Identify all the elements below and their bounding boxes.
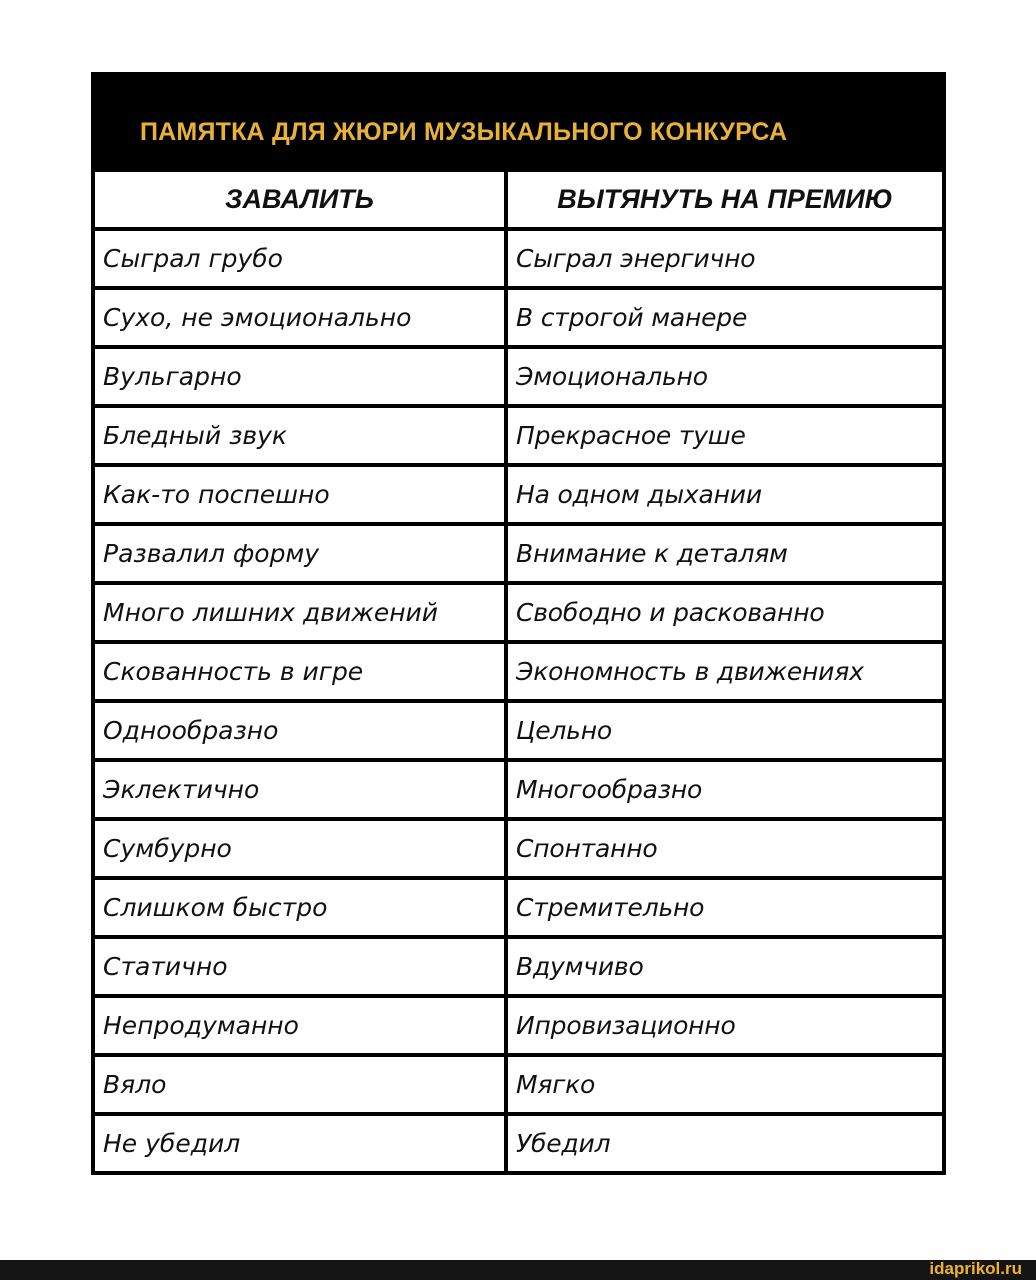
cell-text: Экономность в движениях (516, 657, 864, 686)
cell-text: Вульгарно (103, 362, 242, 391)
cell-text: Убедил (516, 1129, 611, 1158)
table-cell-fail (95, 290, 504, 345)
cell-text: Стремительно (516, 893, 705, 922)
table-cell-award (508, 585, 942, 640)
memo-card (91, 72, 946, 1175)
cell-text: Однообразно (103, 716, 279, 745)
table-cell-award (508, 349, 942, 404)
cell-text: В строгой манере (516, 303, 748, 332)
cell-text: Цельно (516, 716, 612, 745)
table-cell-award (508, 703, 942, 758)
cell-text: Не убедил (103, 1129, 241, 1158)
cell-text: Развалил форму (103, 539, 320, 568)
cell-text: Мягко (516, 1070, 596, 1099)
cell-text: Эмоционально (516, 362, 708, 391)
table-cell-award (508, 821, 942, 876)
column-header-award (508, 172, 942, 227)
table-cell-fail (95, 821, 504, 876)
table-cell-award (508, 880, 942, 935)
cell-text: Сумбурно (103, 834, 232, 863)
table-cell-fail (95, 939, 504, 994)
table-cell-fail (95, 1116, 504, 1171)
cell-text: Много лишних движений (103, 598, 439, 627)
page-title: ПАМЯТКА ДЛЯ ЖЮРИ МУЗЫКАЛЬНОГО КОНКУРСА (140, 117, 788, 146)
table-cell-award (508, 762, 942, 817)
table-cell-award (508, 644, 942, 699)
table-cell-award (508, 1116, 942, 1171)
table-cell-fail (95, 231, 504, 286)
footer-bar (0, 1260, 1036, 1280)
cell-text: Спонтанно (516, 834, 658, 863)
table-cell-award (508, 231, 942, 286)
table-cell-fail (95, 585, 504, 640)
table-cell-award (508, 526, 942, 581)
table-cell-fail (95, 526, 504, 581)
cell-text: Ипровизационно (516, 1011, 736, 1040)
table-cell-award (508, 467, 942, 522)
cell-text: Сыграл энергично (516, 244, 756, 273)
column-header-label: ВЫТЯНУТЬ НА ПРЕМИЮ (557, 184, 893, 214)
table-cell-fail (95, 703, 504, 758)
cell-text: Сыграл грубо (103, 244, 283, 273)
table-cell-fail (95, 349, 504, 404)
table-cell-fail (95, 880, 504, 935)
cell-text: Прекрасное туше (516, 421, 746, 450)
table-cell-fail (95, 644, 504, 699)
cell-text: Слишком быстро (103, 893, 328, 922)
cell-text: Эклектично (103, 775, 260, 804)
cell-text: Статично (103, 952, 228, 981)
comparison-table (95, 172, 942, 1171)
cell-text: Бледный звук (103, 421, 287, 450)
cell-text: Скованность в игре (103, 657, 364, 686)
table-cell-award (508, 1057, 942, 1112)
table-cell-award (508, 939, 942, 994)
cell-text: Многообразно (516, 775, 703, 804)
table-cell-fail (95, 762, 504, 817)
watermark: idaprikol.ru (929, 1259, 1022, 1278)
table-cell-fail (95, 467, 504, 522)
table-cell-award (508, 998, 942, 1053)
cell-text: На одном дыхании (516, 480, 762, 509)
cell-text: Вдумчиво (516, 952, 644, 981)
cell-text: Вяло (103, 1070, 167, 1099)
table-cell-award (508, 290, 942, 345)
cell-text: Непродуманно (103, 1011, 299, 1040)
table-cell-fail (95, 408, 504, 463)
cell-text: Свободно и раскованно (516, 598, 825, 627)
table-cell-fail (95, 1057, 504, 1112)
cell-text: Как-то поспешно (103, 480, 330, 509)
header (91, 72, 946, 172)
table-cell-fail (95, 998, 504, 1053)
cell-text: Сухо, не эмоционально (103, 303, 412, 332)
table-cell-award (508, 408, 942, 463)
column-header-fail (95, 172, 504, 227)
column-header-label: ЗАВАЛИТЬ (225, 184, 374, 214)
cell-text: Внимание к деталям (516, 539, 788, 568)
